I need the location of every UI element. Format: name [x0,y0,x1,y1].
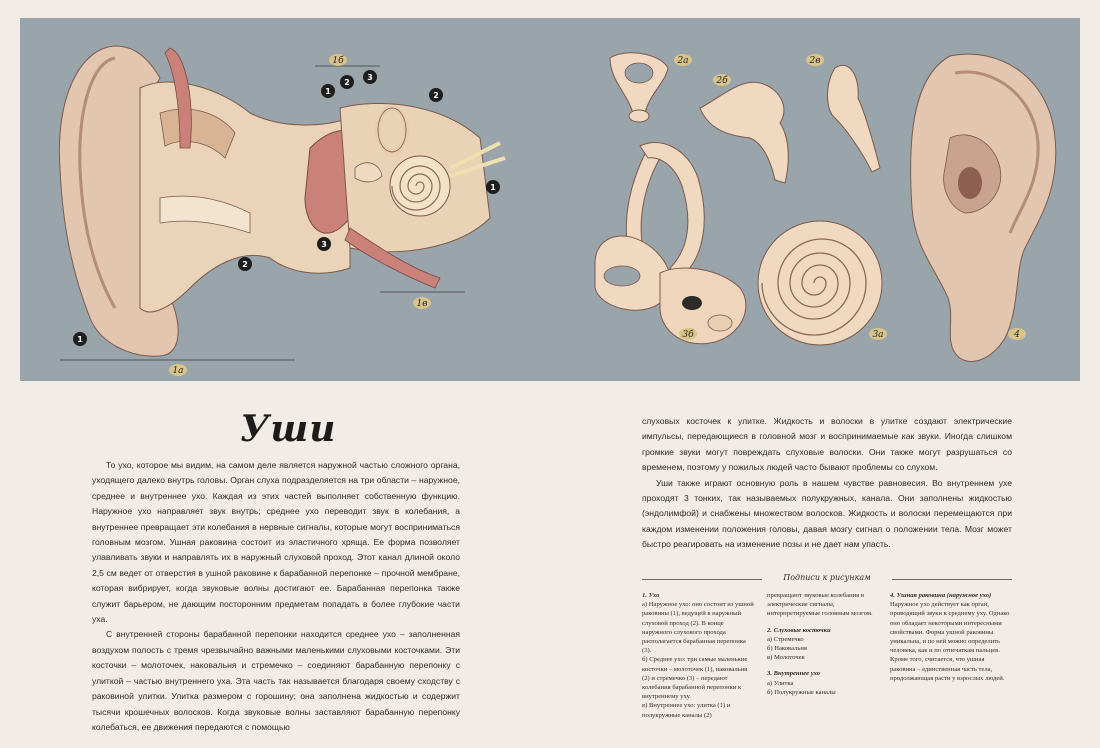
caption-text: б) Среднее ухо: три самые маленькие косточки – молоточек (1), наковальня (2) и стремечко (3) – передают колебания барабанной перепонки к внутреннему уху. [642,656,748,701]
marker-2a [674,54,692,66]
marker-1b [329,54,347,66]
svg-text:2а: 2а [677,56,689,66]
svg-text:2: 2 [433,91,439,100]
auricle-illustration [911,54,1056,361]
paragraph: Уши также играют основную роль в нашем чувстве равновесия. Во внутреннем ухе проходят 3 тонких, так называемых полукружных, канала. Они заполнены жидкостью (эндолимфой) и снабжены множеством волосков. Жидкость и волоски перемещаются при каждом изменении положения головы, давая мозгу сигнал о положении тела. Мозг может быстро реагировать на изменение позы и не дает нам упасть. [642,477,1012,550]
caption-heading: 2. Слуховые косточки [767,626,831,634]
caption-text: б) Наковальня [767,645,807,653]
caption-heading: 1. Ухо [642,592,660,599]
paragraph: То ухо, которое мы видим, на самом деле является наружной частью сложного органа, уходящего далеко внутрь головы. Орган слуха подразделяется на три области – наружное, среднее и внутреннее ухо. Каждая из этих частей выполняет собственную функцию. Наружное ухо направляет звук внутрь; среднее ухо переводит звук в колебания, а внутреннее превращает эти колебания в нервные сигналы, которые могут восприниматься головным мозгом. Ушная раковина состоит из эластичного хряща. Ее форма позволяет улавливать звуки и направлять их в наружный слуховой проход. Этот канал длиной около 2,5 см ведет от отверстия в ушной раковине к барабанной перепонке – прочной мембране, которая вибрирует, когда звуковые волны достигают ее. Барабанная перепонка также служит барьером, не дающим посторонним предметам попадать в более глубокие части уха. [92,460,460,625]
number-marker [340,75,354,89]
page-title: Уши [240,408,337,450]
captions-heading-label: Подписи к рисункам [783,573,871,582]
marker-2b [713,74,731,86]
caption-heading: 4. Ушная раковина (наружное ухо) [890,592,992,599]
caption-text: а) Улитка [767,679,794,687]
caption-column-2 [767,591,877,697]
number-marker [317,237,331,251]
marker-2v [806,54,824,66]
marker-1a [169,364,187,376]
paragraph: С внутренней стороны барабанной перепонки находится среднее ухо – заполненная воздухом полость с тремя чрезвычайно важными маленькими слуховыми косточками. Эти косточки – молоточек, наковальня и стремечко – соединяют барабанную перепонку с улиткой – частью внутреннего уха. Эта часть так называется благодаря своему сходству с раковиной улитки. Улитка размером с горошину; она заполнена жидкостью и содержит тысячи крошечных волосков. Когда звуковые волны заставляют барабанную перепонку колебаться, ее движения передаются с помощью [92,629,460,732]
marker-3a [869,328,887,340]
svg-text:4: 4 [1014,330,1020,340]
ear-anatomy-illustration [20,18,1080,381]
svg-text:3а: 3а [872,330,884,340]
caption-text: Наружное ухо действует как орган, проводящий звуки к среднему уху. Однако оно обладает некоторыми интересными свойствами. Форма ушной раковины уникальна, и по ней можно определить человека, как и по отпечаткам пальцев. Кроме того, считается, что ушная раковина – единственная часть тела, продолжающая расти у взрослых людей. [890,601,1010,682]
number-marker [486,180,500,194]
illustration-plate [20,18,1080,381]
svg-text:1: 1 [490,183,496,192]
caption-text: в) Внутреннее ухо: улитка (1) и полукружные каналы (2) [642,702,731,719]
svg-text:3: 3 [321,240,327,249]
paragraph: слуховых косточек к улитке. Жидкость и волоски в улитке создают электрические импульсы, передающиеся в головной мозг и воспринимаемые как звуки. Иногда слишком громкие звуки могут повреждать слуховые волоски. Они также могут разрушаться со временем, поэтому у пожилых людей часто бывают проблемы со слухом. [642,416,1012,473]
cochlea-section [390,156,450,216]
caption-text: превращают звуковые колебания в электрические сигналы, интерпретируемые головным мозгом. [767,592,873,618]
caption-text: а) Стремечко [767,635,804,643]
svg-text:1б: 1б [332,56,344,66]
marker-4 [1008,328,1026,340]
svg-text:3: 3 [367,73,373,82]
number-marker [363,70,377,84]
caption-column-1 [642,591,754,720]
inner-ear-illustration [595,143,882,345]
marker-1v [413,297,431,309]
svg-text:1: 1 [325,87,331,96]
svg-text:2: 2 [344,78,350,87]
svg-text:2б: 2б [716,76,728,86]
number-marker [238,257,252,271]
caption-text: а) Наружное ухо: оно состоит из ушной раковины (1), ведущей в наружный слуховой проход (2). В конце наружного слухового прохода располагается барабанная перепонка (3). [642,601,754,655]
svg-text:2в: 2в [809,56,821,66]
marker-3b [679,328,697,340]
caption-text: б) Полукружные каналы [767,688,836,696]
cochlea-spiral [758,221,882,345]
svg-text:2: 2 [242,260,248,269]
svg-text:3б: 3б [682,330,694,340]
body-text-right [642,414,1012,553]
body-text-left [92,458,460,735]
number-marker [429,88,443,102]
captions-heading [642,573,1012,585]
number-marker [321,84,335,98]
caption-heading: 3. Внутреннее ухо [767,670,821,678]
svg-text:1a: 1a [172,366,184,376]
caption-text: в) Молоточек [767,654,805,662]
caption-column-3 [890,591,1010,683]
svg-text:1в: 1в [416,299,428,309]
number-marker [73,332,87,346]
svg-text:1: 1 [77,335,83,344]
